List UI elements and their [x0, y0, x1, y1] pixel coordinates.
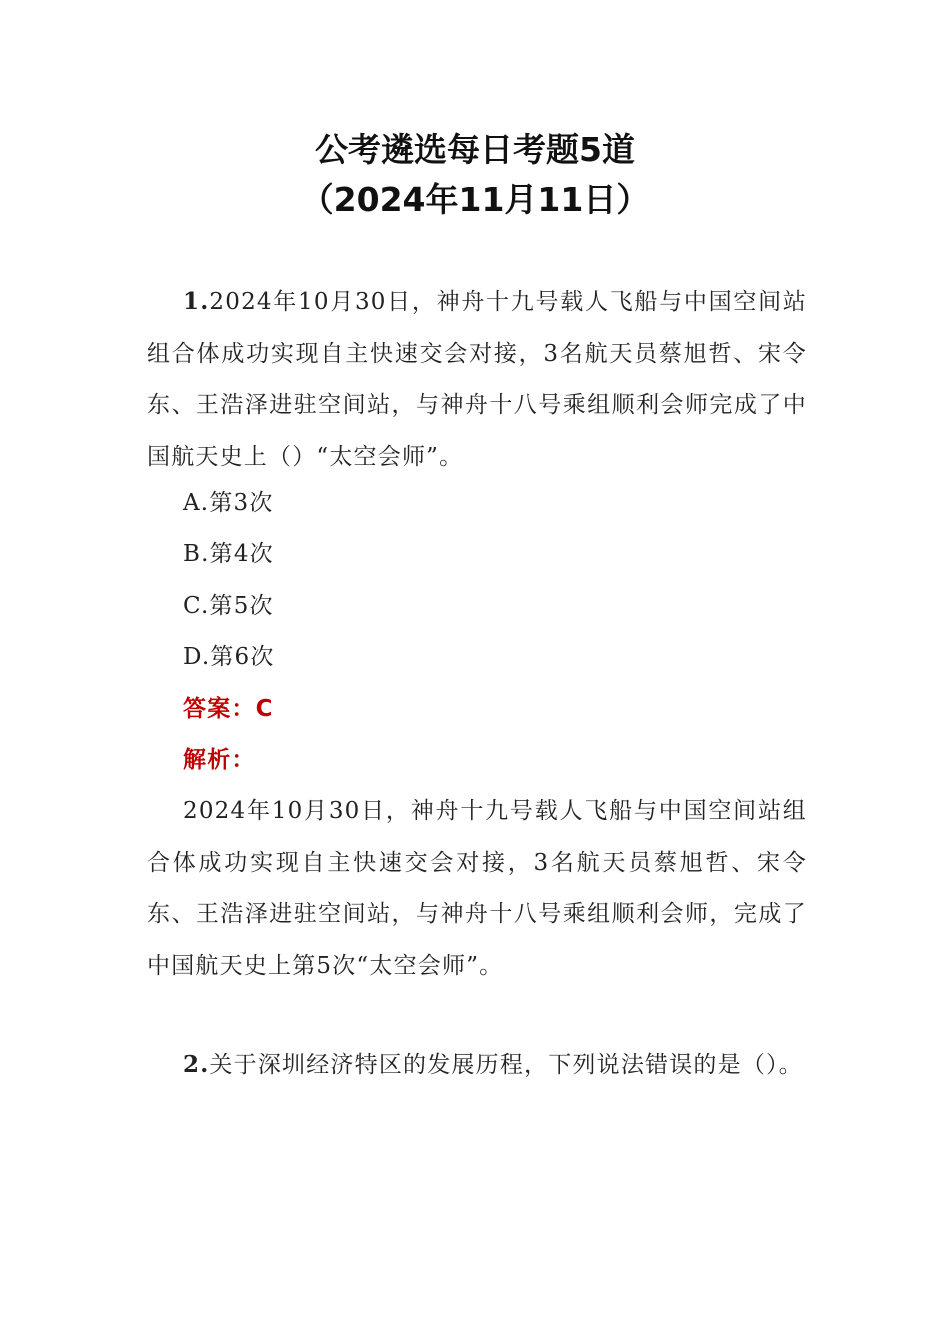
- document-title: 公考遴选每日考题5道: [315, 130, 635, 169]
- question-1-option-b: B.第4次: [183, 541, 274, 567]
- question-1-stem: [147, 276, 807, 483]
- question-2-text: 关于深圳经济特区的发展历程，下列说法错误的是（）。: [209, 1052, 803, 1078]
- question-1-text: 2024年10月30日，神舟十九号载人飞船与中国空间站组合体成功实现自主快速交会对接，3名航天员蔡旭哲、宋令东、王浩泽进驻空间站，与神舟十八号乘组顺利会师完成了中国航天史上（）“太空会师”。: [147, 289, 807, 470]
- question-1-option-d: D.第6次: [183, 644, 275, 670]
- question-1-number: 1.: [183, 288, 210, 315]
- question-1-answer: 答案：C: [183, 696, 274, 722]
- question-1-analysis-label: 解析：: [183, 747, 256, 773]
- question-2-number: 2.: [183, 1051, 210, 1078]
- question-1-option-c: C.第5次: [183, 593, 274, 619]
- question-1-analysis: 2024年10月30日，神舟十九号载人飞船与中国空间站组合体成功实现自主快速交会对接，3名航天员蔡旭哲、宋令东、王浩泽进驻空间站，与神舟十八号乘组顺利会师，完成了中国航天史上第5次“太空会师”。: [147, 798, 807, 979]
- question-1-option-a: A.第3次: [183, 490, 274, 516]
- document-date: （2024年11月11日）: [300, 180, 650, 219]
- question-2-stem: [147, 1039, 807, 1092]
